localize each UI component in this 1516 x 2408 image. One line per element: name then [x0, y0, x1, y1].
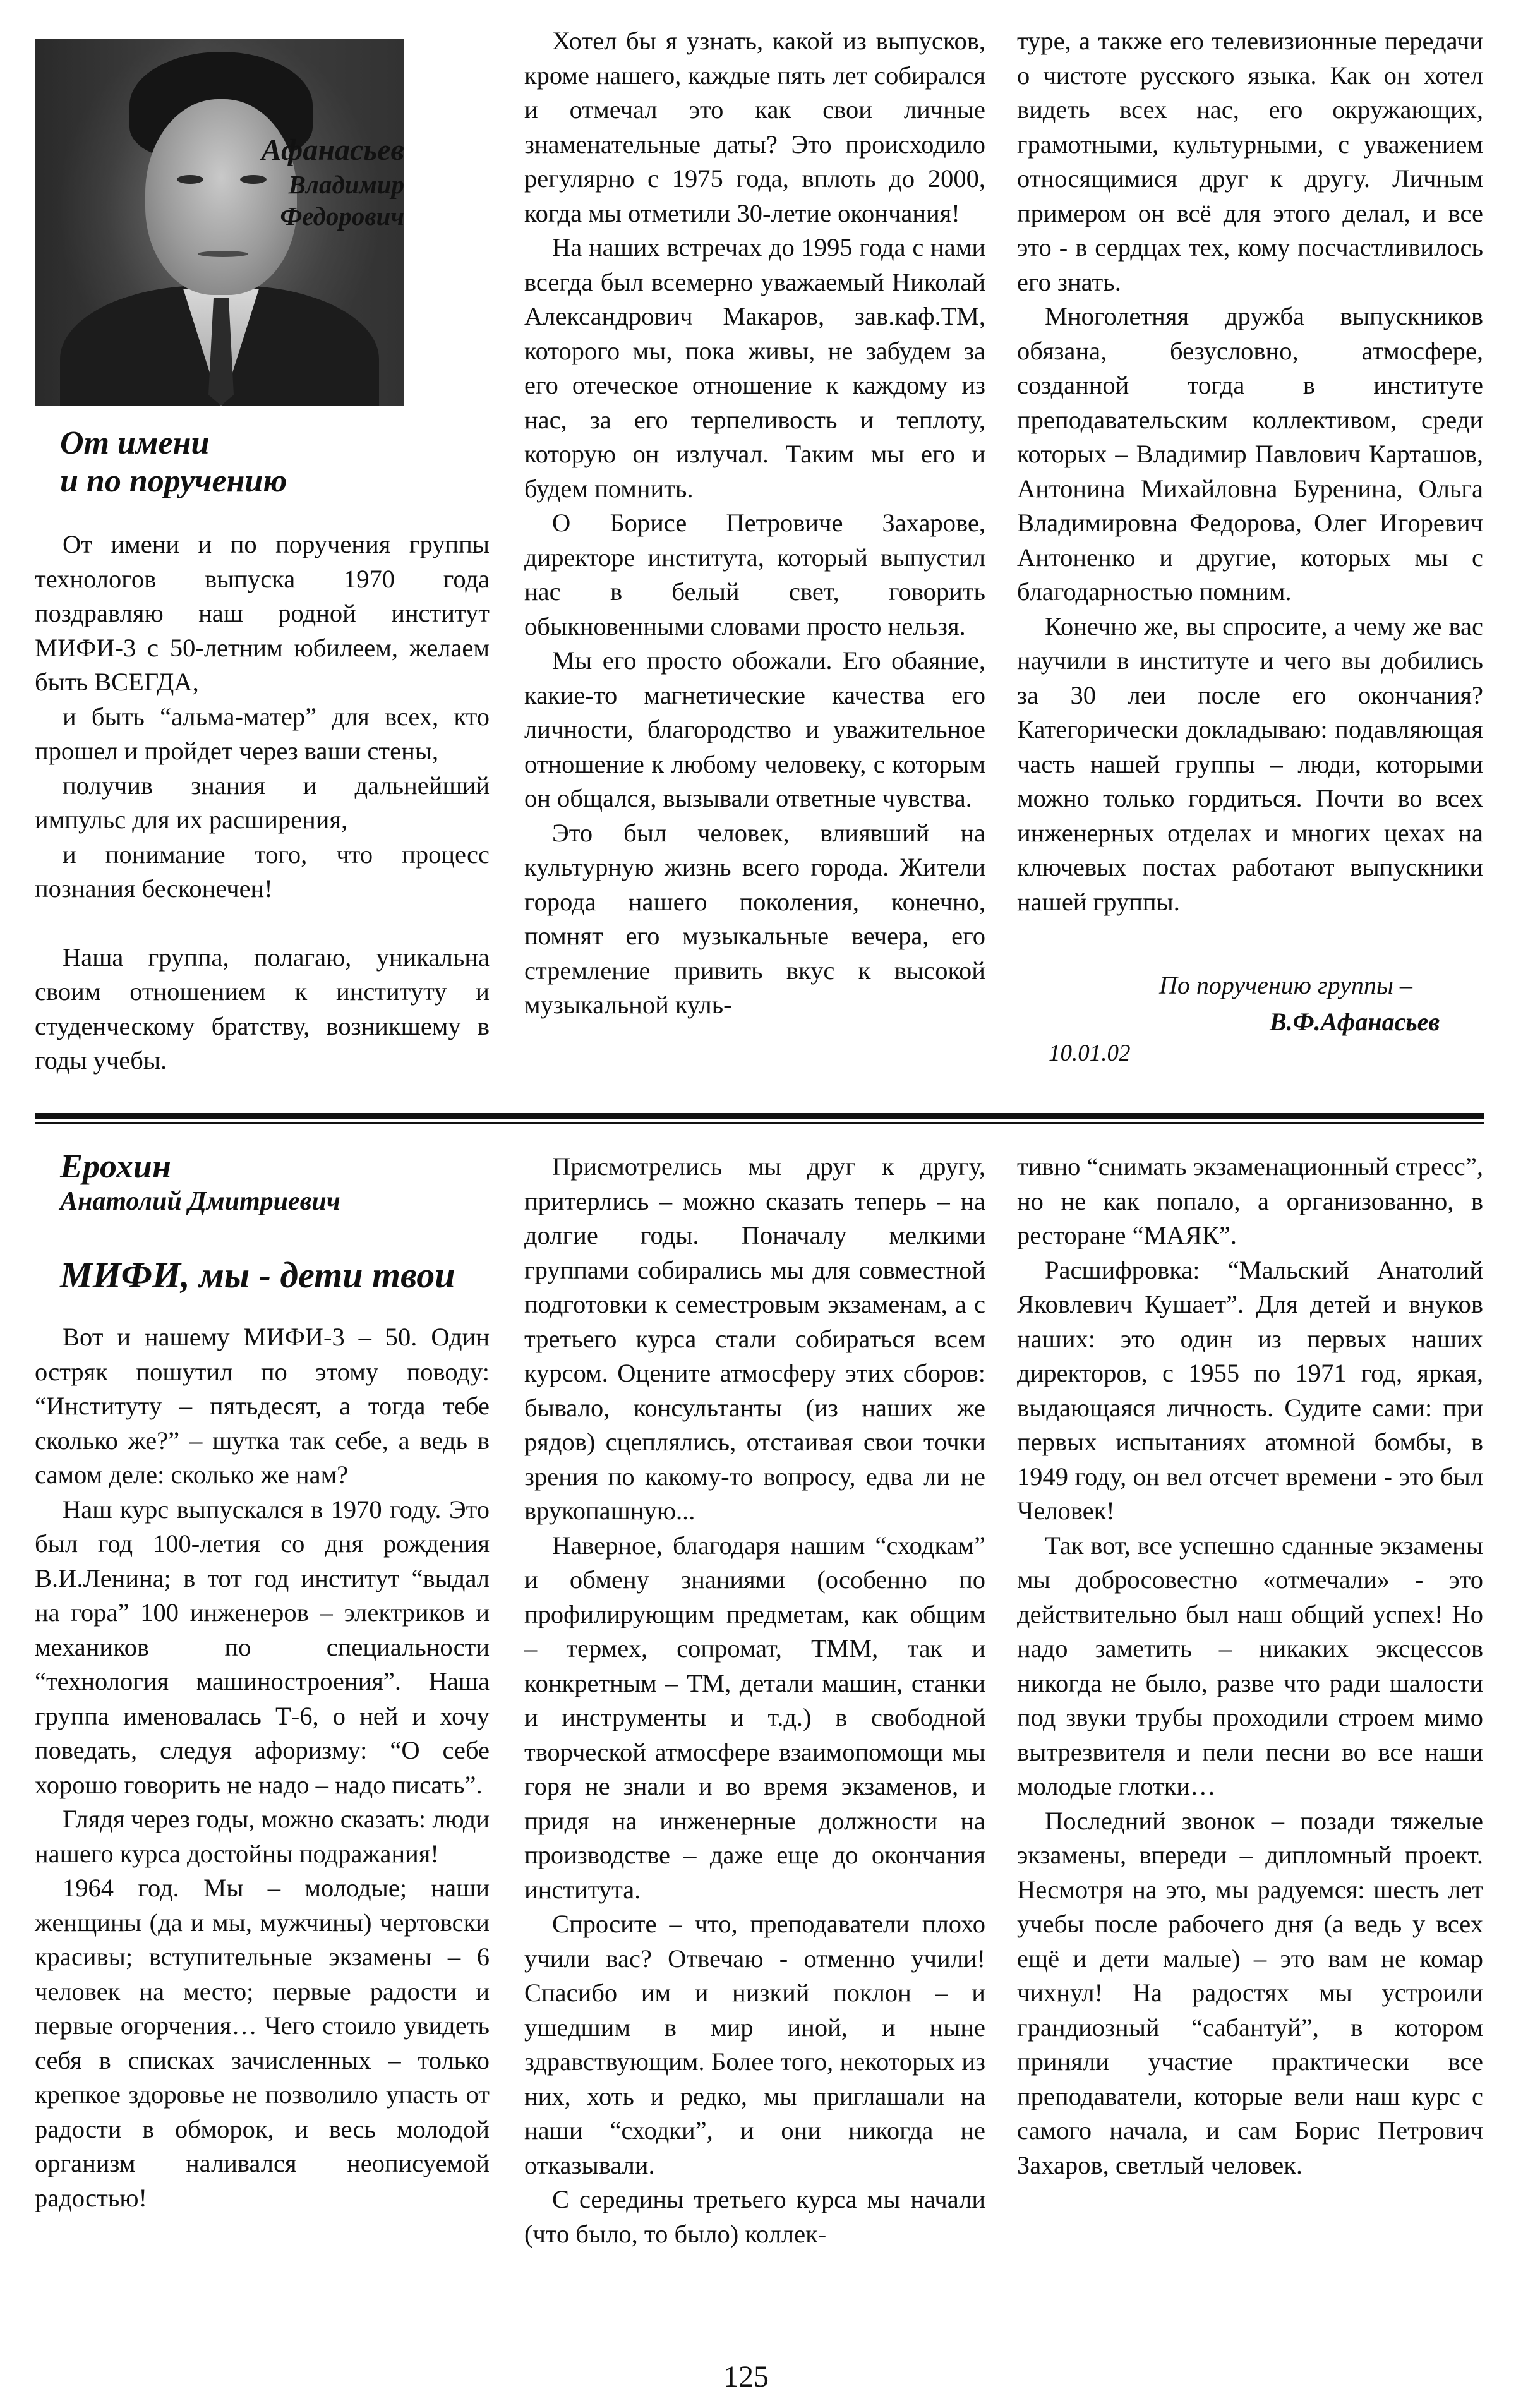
author-surname: Афанасьев — [261, 133, 404, 167]
article1-column-3 — [1017, 24, 1483, 919]
article1-column-2 — [524, 24, 985, 1023]
paragraph: и быть “альма-матер” для всех, кто прошел и пройдет через ваши стены, — [35, 702, 490, 765]
paragraph: От имени и по поручения группы технологов выпуска 1970 года поздравляю наш родной институт МИФИ-3 с 50-летним юбилеем, желаем быть ВСЕГДА, — [35, 530, 490, 696]
paragraph: О Борисе Петровиче Захарове, директоре института, который выпустил нас в белый свет, говорить обыкновенными словами просто нельзя. — [524, 509, 985, 641]
paragraph: Хотел бы я узнать, какой из выпусков, кроме нашего, каждые пять лет собирался и отмечал это как свои личные знаменательные даты? Это происходило регулярно с 1975 года, вплоть до 2000, когда мы отметили 30-летие окончания! — [524, 27, 985, 227]
paragraph: На наших встречах до 1995 года с нами всегда был всемерно уважаемый Николай Александрович Макаров, зав.каф.ТМ, которого мы, пока живы, не забудем за его отеческое отношение к каждому из нас, за его терпеливость и теплоту, которую он излучал. Таким мы его и будем помнить. — [524, 233, 985, 503]
paragraph: Глядя через годы, можно сказать: люди нашего курса достойны подражания! — [35, 1805, 490, 1868]
article2-column-2 — [524, 1150, 985, 2251]
paragraph: Последний звонок – позади тяжелые экзамены, впереди – дипломный проект. Несмотря на это, мы радуемся: шесть лет учебы после рабочего дня (а ведь у всех ещё и дети малые) – это вам не комар чихнул! На радостях мы устроили грандиозный “сабантуй”, в котором приняли участие практически все преподаватели, которые вели наш курс с самого начала, и сам Борис Петрович Захаров, светлый человек. — [1017, 1806, 1483, 2179]
article2-title: МИФИ, мы - дети твои — [60, 1255, 455, 1296]
paragraph: Присмотрелись мы друг к другу, притерлись – можно сказать теперь – на долгие годы. Поначалу мелкими группами собирались мы для совместной подготовки к семестровым экзаменам, а с третьего курса стали собираться всем курсом. Оцените атмосферу этих сборов: бывало, консультанты (из наших же рядов) сцеплялись, отстаивая свои точки зрения по какому-то вопросу, едва ли не врукопашную... — [524, 1152, 985, 1525]
paragraph: Расшифровка: “Мальский Анатолий Яковлевич Кушает”. Для детей и внуков наших: это один из первых наших директоров, с 1955 по 1971 год, яркая, выдающаяся личность. Судите сами: при первых испытаниях атомной бомбы, в 1949 году, он вел отсчет времени - это был Человек! — [1017, 1255, 1483, 1525]
page-number: 125 — [723, 2360, 769, 2393]
paragraph: Наш курс выпускался в 1970 году. Это был год 100-летия со дня рождения В.И.Ленина; в тот год институт “выдал на гора” 100 инженеров – электриков и механиков по специальности “технология машиностроения”. Наша группа именовалась Т-6, о ней и хочу поведать, следуя афоризму: “О себе хорошо говорить не надо – надо писать”. — [35, 1495, 490, 1799]
paragraph: Многолетняя дружба выпускников обязана, безусловно, атмосфере, созданной тогда в институте преподавательским коллективом, среди которых – Владимир Павлович Карташов, Антонина Михайловна Буренина, Ольга Владимировна Федорова, Олег Игоревич Антоненко и другие, которых мы с благодарностью помним. — [1017, 302, 1483, 606]
signature-name: В.Ф.Афанасьев — [1270, 1008, 1440, 1036]
paragraph: Наверное, благодаря нашим “сходкам” и обмену знаниями (особенно по профилирующим предметам, как общим – термех, сопромат, ТММ, так и конкретным – ТМ, детали машин, станки и инструменты и т.д.) в свободной творческой атмосфере взаимопомощи мы горя не знали и во время экзаменов, и придя на инженерные должности на производстве – даже еще до окончания института. — [524, 1531, 985, 1904]
author2-surname: Ерохин — [60, 1147, 171, 1185]
signature-date: 10.01.02 — [1049, 1040, 1131, 1066]
paragraph: Вот и нашему МИФИ-3 – 50. Один остряк пошутил по этому поводу: “Институту – пятьдесят, а тогда тебе сколько же?” – шутка так себе, а ведь в самом деле: сколько же нам? — [35, 1323, 490, 1489]
article2-column-3 — [1017, 1150, 1483, 2182]
paragraph: Наша группа, полагаю, уникальна своим отношением к институту и студенческому братству, возникшему в годы учебы. — [35, 942, 490, 1075]
paragraph: получив знания и дальнейший импульс для их расширения, — [35, 771, 490, 834]
author-name: Владимир — [288, 170, 404, 199]
section-divider-top — [35, 1113, 1484, 1119]
paragraph: Спросите – что, преподаватели плохо учили вас? Отвечаю - отменно учили! Спасибо им и низкий поклон – и ушедшим в мир иной, и ныне здравствующим. Более того, некоторых из них, хоть и редко, мы приглашали на наши “сходки”, и они никогда не отказывали. — [524, 1910, 985, 2179]
paragraph: Так вот, все успешно сданные экзамены мы добросовестно «отмечали» - это действительно был наш общий успех! Но надо заметить – никаких эксцессов никогда не было, разве что ради шалости под звуки трубы проходили строем мимо вытрезвителя и пели песни во все наши молодые глотки… — [1017, 1531, 1483, 1800]
paragraph: Конечно же, вы спросите, а чему же вас научили в институте и чего вы добились за 30 леи после его окончания? Категорически докладываю: подавляющая часть нашей группы – люди, которыми можно только гордиться. Почти во всех инженерных отделах и многих цехах на ключевых постах работают выпускники нашей группы. — [1017, 611, 1483, 916]
section-divider-bottom — [35, 1122, 1484, 1124]
author2-fullname: Анатолий Дмитриевич — [60, 1187, 340, 1216]
paragraph: 1964 год. Мы – молодые; наши женщины (да и мы, мужчины) чертовски красивы; вступительные экзамены – 6 человек на место; первые радости и первые огорчения… Чего стоило увидеть себя в списках зачисленных – только крепкое здоровье не позволило упасть от радости в обморок, и весь молодой организм наливался неописуемой радостью! — [35, 1874, 490, 2212]
paragraph: туре, а также его телевизионные передачи о чистоте русского языка. Как он хотел видеть всех нас, его окружающих, грамотными, культурными, с уважением относящимися друг к другу. Личным примером он всё для этого делал, и все это - в сердцах тех, кому посчастливилось его знать. — [1017, 27, 1483, 296]
article-title-line1: От имени — [60, 425, 210, 461]
article-title-line2: и по поручению — [60, 463, 287, 499]
paragraph: и понимание того, что процесс познания бесконечен! — [35, 840, 490, 903]
article2-column-1 — [35, 1320, 490, 2215]
paragraph: Это был человек, влиявший на культурную жизнь всего города. Жители города нашего поколения, конечно, помнят его музыкальные вечера, его стремление привить вкус к высокой музыкальной куль- — [524, 818, 985, 1019]
article1-column-1 — [35, 527, 490, 1078]
paragraph: тивно “снимать экзаменационный стресс”, но не как попало, а организованно, в ресторане “МАЯК”. — [1017, 1152, 1483, 1249]
author-patronymic: Федорович — [280, 202, 404, 231]
signature-line1: По поручению группы – — [1159, 971, 1412, 999]
paragraph: С середины третьего курса мы начали (что было, то было) коллек- — [524, 2185, 985, 2248]
paragraph: Мы его просто обожали. Его обаяние, какие-то магнетические качества его личности, благородство и уважительное отношение к любому человеку, с которым он общался, вызывали ответные чувства. — [524, 646, 985, 812]
